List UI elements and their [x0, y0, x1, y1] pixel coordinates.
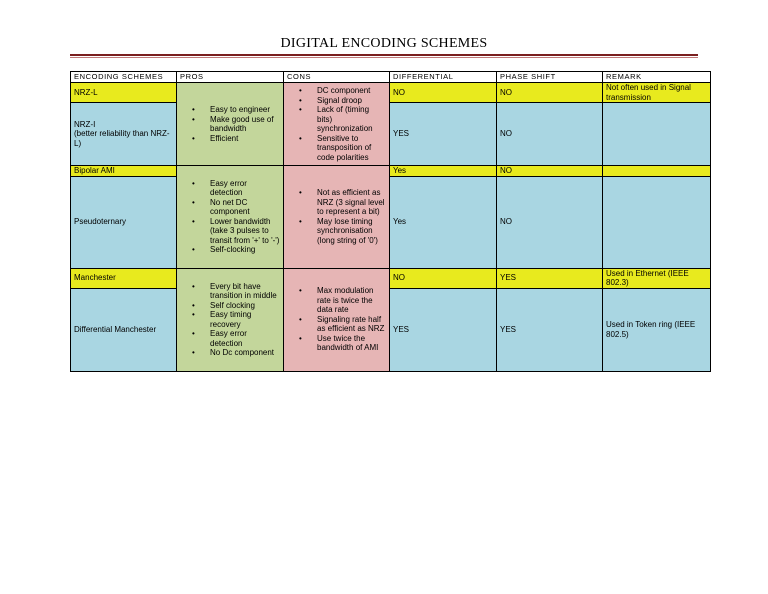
remark-cell: Not often used in Signal transmission — [603, 83, 711, 103]
cons-list-nrz — [287, 86, 386, 162]
page-title: DIGITAL ENCODING SCHEMES — [280, 36, 488, 51]
scheme-cell: Differential Manchester — [71, 288, 177, 371]
list-item: • Easy error detection — [192, 179, 280, 198]
table-row-nrz-i — [71, 103, 711, 166]
cons-cell-manchester — [284, 268, 390, 371]
pros-cell-nrz — [177, 83, 284, 166]
cons-cell-ami — [284, 166, 390, 269]
remark-cell — [603, 103, 711, 166]
list-item: • Self clocking — [192, 301, 280, 311]
list-item: • Sensitive to transposition of code polarities — [299, 134, 386, 163]
list-item: • Signaling rate half as efficient as NRZ — [299, 315, 386, 334]
list-item: • Make good use of bandwidth — [192, 115, 280, 134]
list-item: • Efficient — [192, 134, 280, 144]
table-row-pseudoternary — [71, 176, 711, 268]
title-rule-thin — [70, 57, 698, 58]
header-pros: PROS — [177, 72, 284, 83]
table-row-differential-manchester — [71, 288, 711, 371]
phase-shift-cell: YES — [497, 288, 603, 371]
header-phase-shift: PHASE SHIFT — [497, 72, 603, 83]
remark-cell: Used in Ethernet (IEEE 802.3) — [603, 268, 711, 288]
list-item: • Not as efficient as NRZ (3 signal level to represent a bit) — [299, 188, 386, 217]
table-row-bipolar-ami — [71, 166, 711, 177]
list-item: • Every bit have transition in middle — [192, 282, 280, 301]
differential-cell: Yes — [390, 176, 497, 268]
phase-shift-cell: YES — [497, 268, 603, 288]
table-row-manchester — [71, 268, 711, 288]
header-differential: DIFFERENTIAL — [390, 72, 497, 83]
differential-cell: YES — [390, 288, 497, 371]
list-item: • No Dc component — [192, 348, 280, 358]
pros-cell-ami — [177, 166, 284, 269]
pros-list-manchester — [180, 282, 280, 358]
list-item: • Use twice the bandwidth of AMI — [299, 334, 386, 353]
differential-cell: YES — [390, 103, 497, 166]
cons-list-manchester — [287, 286, 386, 353]
pros-list-ami — [180, 179, 280, 255]
scheme-cell: NRZ-I (better reliability than NRZ-L) — [71, 103, 177, 166]
remark-cell — [603, 176, 711, 268]
cons-cell-nrz — [284, 83, 390, 166]
phase-shift-cell: NO — [497, 166, 603, 177]
header-encoding-schemes: ENCODING SCHEMES — [71, 72, 177, 83]
phase-shift-cell: NO — [497, 83, 603, 103]
differential-cell: NO — [390, 268, 497, 288]
scheme-cell: Bipolar AMI — [71, 166, 177, 177]
table-row-nrz-l — [71, 83, 711, 103]
header-row — [71, 72, 711, 83]
remark-cell: Used in Token ring (IEEE 802.5) — [603, 288, 711, 371]
cons-list-ami — [287, 188, 386, 245]
header-cons: CONS — [284, 72, 390, 83]
list-item: • May lose timing synchronisation (long string of '0') — [299, 217, 386, 246]
phase-shift-cell: NO — [497, 103, 603, 166]
list-item: • Signal droop — [299, 96, 386, 106]
list-item: • Easy to engineer — [192, 105, 280, 115]
scheme-cell: Pseudoternary — [71, 176, 177, 268]
scheme-cell: NRZ-L — [71, 83, 177, 103]
phase-shift-cell: NO — [497, 176, 603, 268]
list-item: • Self-clocking — [192, 245, 280, 255]
differential-cell: Yes — [390, 166, 497, 177]
list-item: • Easy timing recovery — [192, 310, 280, 329]
scheme-cell: Manchester — [71, 268, 177, 288]
list-item: • Lack of (timing bits) synchronization — [299, 105, 386, 134]
pros-list-nrz — [180, 105, 280, 143]
list-item: • Easy error detection — [192, 329, 280, 348]
list-item: • No net DC component — [192, 198, 280, 217]
list-item: • DC component — [299, 86, 386, 96]
list-item: • Max modulation rate is twice the data rate — [299, 286, 386, 315]
header-remark: REMARK — [603, 72, 711, 83]
encoding-schemes-table — [70, 71, 711, 372]
differential-cell: NO — [390, 83, 497, 103]
title-rule — [70, 54, 698, 56]
list-item: • Lower bandwidth (take 3 pulses to transit from '+' to '-') — [192, 217, 280, 246]
remark-cell — [603, 166, 711, 177]
pros-cell-manchester — [177, 268, 284, 371]
